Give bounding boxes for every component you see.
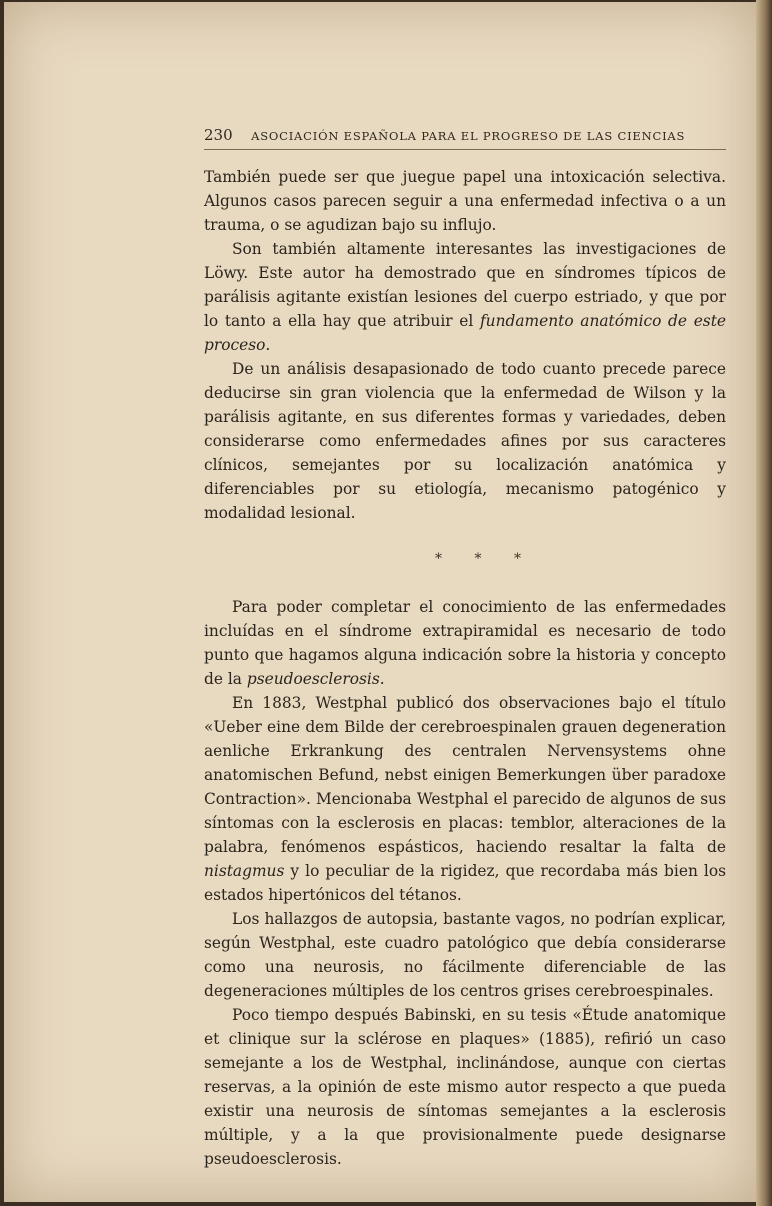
paragraph-4-italic: pseudoesclerosis: [246, 670, 380, 688]
paragraph-4-end: .: [379, 670, 385, 688]
paragraph-1: También puede ser que juegue papel una intoxicación selectiva. Algunos casos parecen seguir a una enfermedad infectiva o a un trauma, o se agudizan bajo su influjo.: [204, 168, 726, 234]
page-edge: [756, 0, 772, 1206]
paragraph-5: [204, 691, 726, 907]
section-separator: * * *: [435, 551, 535, 567]
paragraph-3: De un análisis desapasionado de todo cuanto precede parece deducirse sin gran violencia que la enfermedad de Wilson y la parálisis agitante, en sus diferentes formas y variedades, deben considerarse como enfermedades afines por sus caracteres clínicos, semejantes por su localización anatómica y diferenciables por su etiología, mecanismo patogénico y modalidad lesional.: [204, 360, 726, 522]
paragraph-2-italic: fundamento anatómico de este proceso: [204, 312, 726, 354]
paragraph-5-text: En 1883, Westphal publicó dos observaciones bajo el título «Ueber eine dem Bilde der cerebroespinalen grauen degeneration aenliche Erkrankung des centralen Nervensystems ohne anatomischen Befund, nebst einigen Bemerkungen über paradoxe Contraction». Mencionaba Westphal el parecido de algunos de sus síntomas con la esclerosis en placas: temblor, alteraciones de la palabra, fenómenos espásticos, haciendo resaltar la falta de: [204, 694, 726, 856]
paragraph-7: Poco tiempo después Babinski, en su tesis «Étude anatomique et clinique sur la sclérose en plaques» (1885), refirió un caso semejante a los de Westphal, inclinándose, aunque con ciertas reservas, a la opinión de este mismo autor respecto a que pueda existir una neurosis de síntomas semejantes a la esclerosis múltiple, y a la que provisionalmente puede designarse pseudoesclerosis.: [204, 1006, 726, 1168]
paragraph-2: [204, 237, 726, 357]
paragraph-6: Los hallazgos de autopsia, bastante vagos, no podrían explicar, según Westphal, este cuadro patológico que debía considerarse como una neurosis, no fácilmente diferenciable de las degeneraciones múltiples de los centros grises cerebroespinales.: [204, 910, 726, 1000]
running-header: [204, 126, 726, 150]
paragraph-4: [204, 595, 726, 691]
book-page: [4, 2, 756, 1202]
page-number: 230: [204, 126, 233, 144]
paragraph-5-end: y lo peculiar de la rigidez, que recordaba más bien los estados hipertónicos del tétanos.: [204, 862, 726, 904]
running-title: ASOCIACIÓN ESPAÑOLA PARA EL PROGRESO DE LAS CIENCIAS: [251, 129, 686, 143]
paragraph-4-text: Para poder completar el conocimiento de las enfermedades incluídas en el síndrome extrapiramidal es necesario de todo punto que hagamos alguna indicación sobre la historia y concepto de la: [204, 598, 726, 688]
paragraph-5-italic: nistagmus: [204, 862, 285, 880]
paragraph-2-end: .: [265, 336, 271, 354]
body-text: [204, 165, 726, 1171]
paragraph-2-text: Son también altamente interesantes las investigaciones de Löwy. Este autor ha demostrado que en síndromes típicos de parálisis agitante existían lesiones del cuerpo estriado, y que por lo tanto a ella hay que atribuir el: [204, 240, 726, 330]
